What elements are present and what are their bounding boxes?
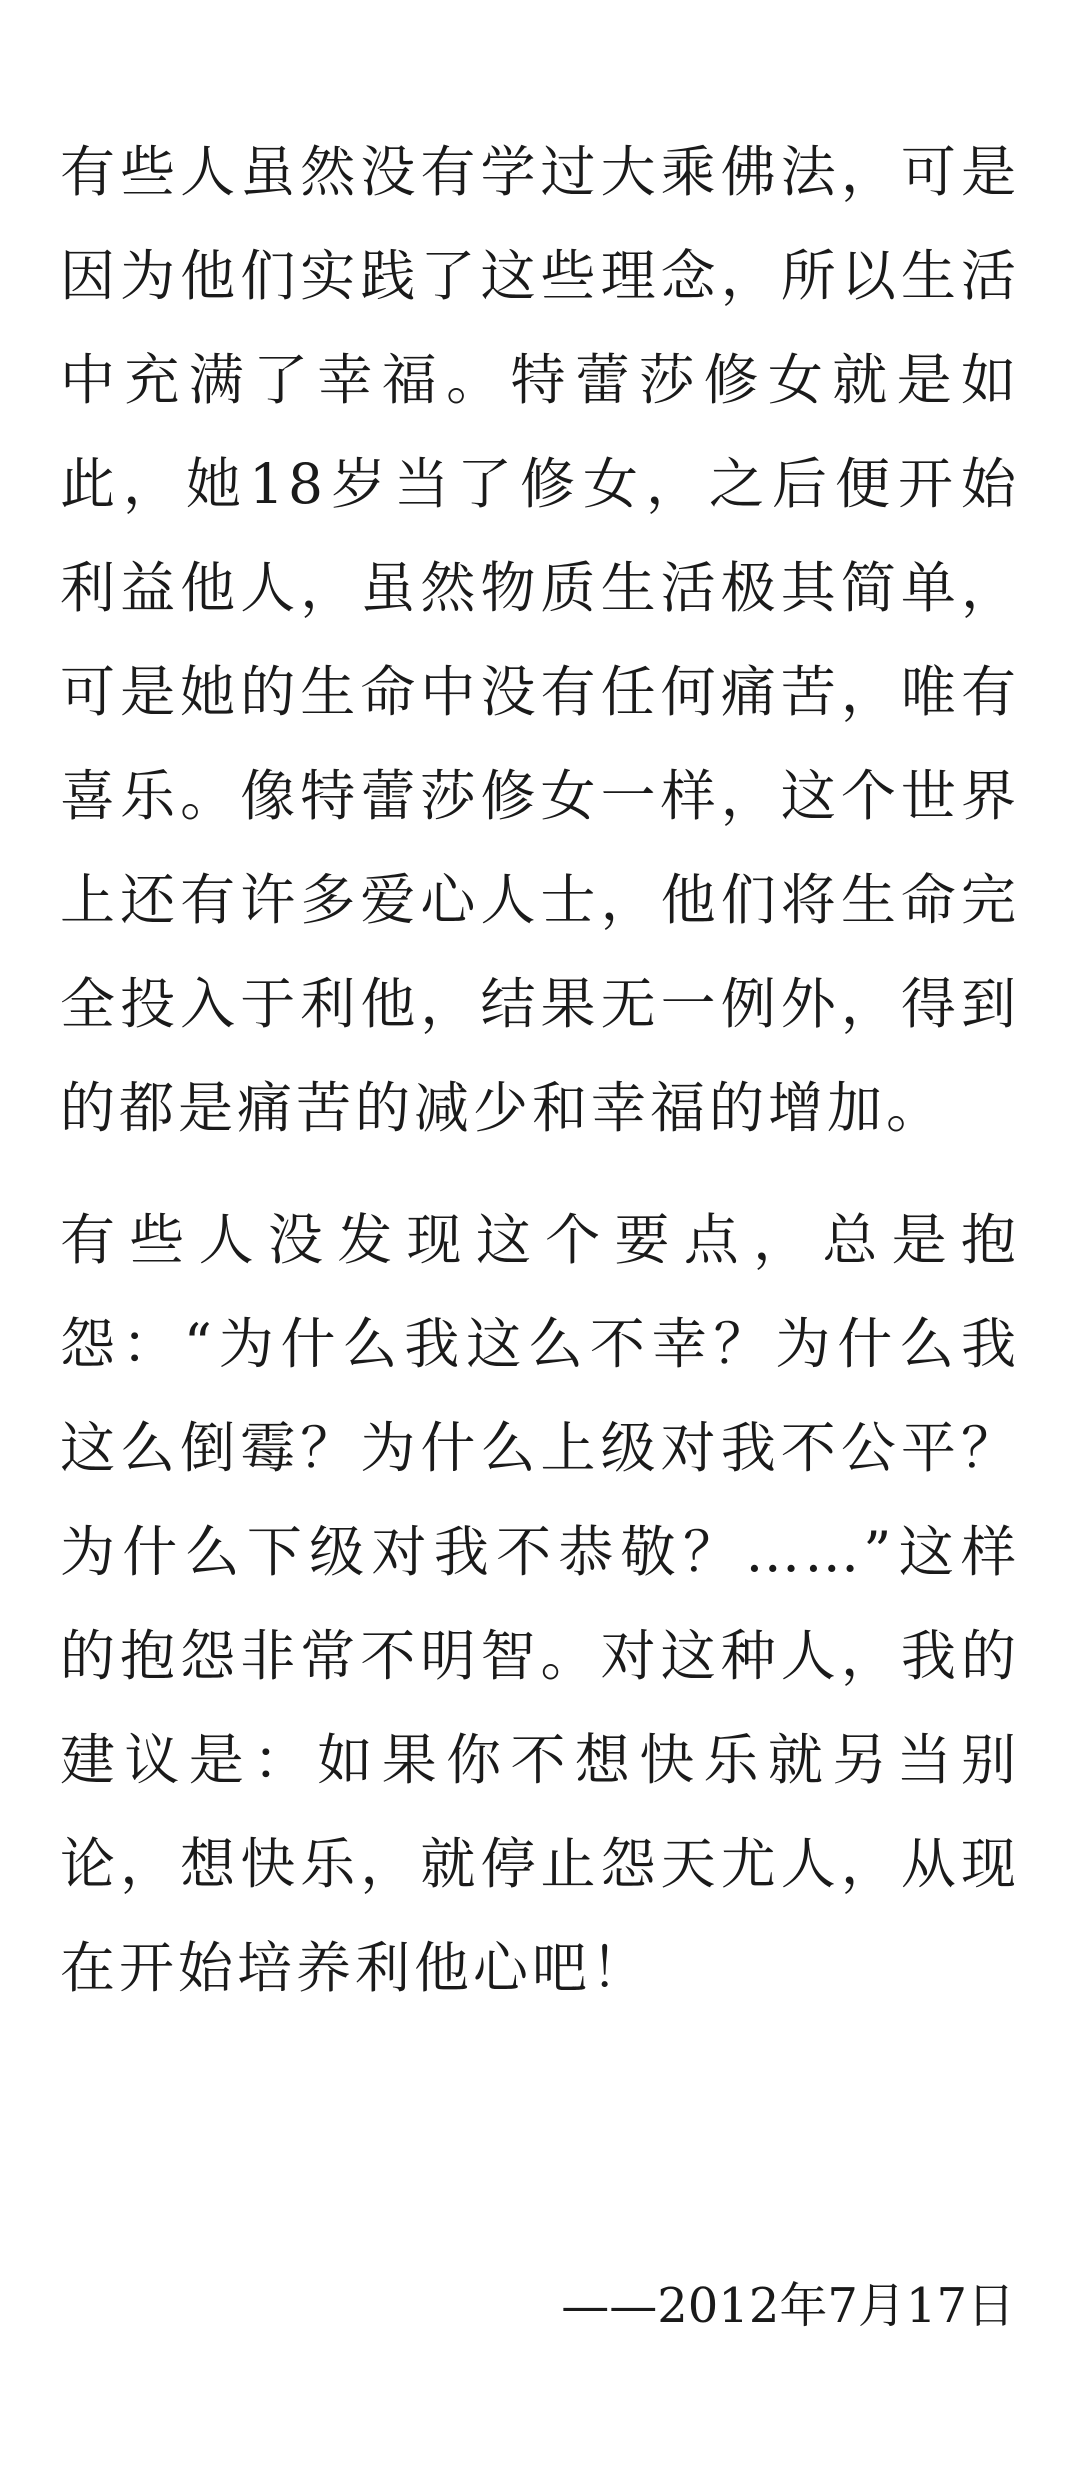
date-signoff: ——2012年7月17日 [561,2278,1015,2334]
paragraph-1: 有些人虽然没有学过大乘佛法，可是因为他们实践了这些理念，所以生活中充满了幸福。特蕾莎修女就是如此，她18岁当了修女，之后便开始利益他人，虽然物质生活极其简单，可是她的生命中没有任何痛苦，唯有喜乐。像特蕾莎修女一样，这个世界上还有许多爱心人士，他们将生命完全投入于利他，结果无一例外，得到的都是痛苦的减少和幸福的增加。 [60,140,1020,1140]
paragraph-2: 有些人没发现这个要点，总是抱怨：“为什么我这么不幸？为什么我这么倒霉？为什么上级对我不公平？ 为什么下级对我不恭敬？……”这样的抱怨非常不明智。对这种人，我的建议是：如果你不想快乐就另当别论，想快乐，就停止怨天尤人，从现在开始培养利他心吧！ [60,1208,1020,2000]
article-body [60,120,1020,2020]
